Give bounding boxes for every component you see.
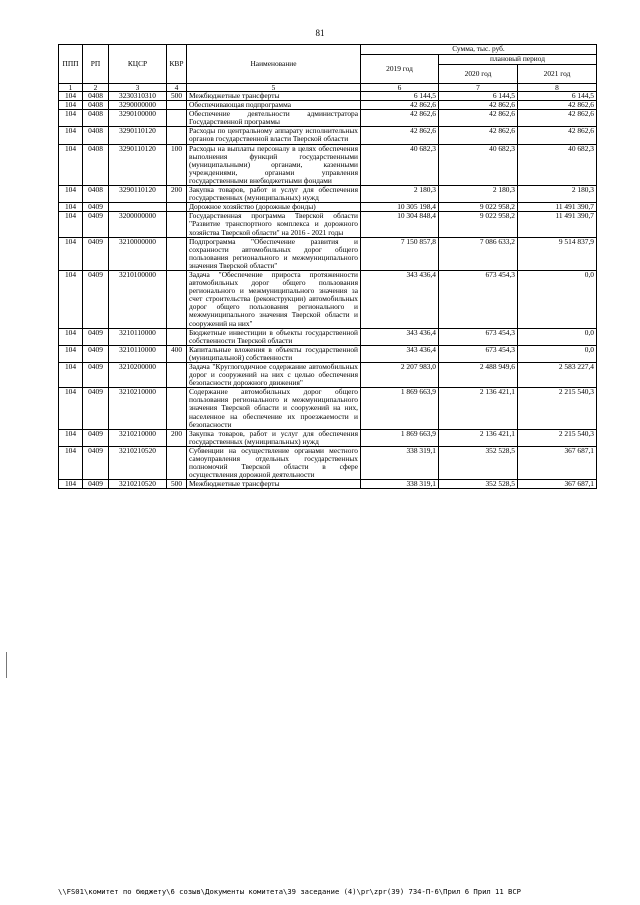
cell-rp: 0408 [83, 110, 109, 127]
cell-kcsr: 3290110120 [109, 144, 167, 185]
cell-2019: 7 150 857,8 [361, 237, 439, 270]
cell-rp: 0409 [83, 429, 109, 446]
cell-ppp: 104 [59, 127, 83, 144]
cell-2021: 367 687,1 [518, 480, 597, 489]
cell-2020: 9 022 958,2 [439, 203, 518, 212]
cell-kvr: 400 [167, 345, 187, 362]
cell-2020: 42 862,6 [439, 101, 518, 110]
cell-kvr [167, 212, 187, 237]
table-row [59, 212, 597, 237]
cell-2021: 2 215 540,3 [518, 388, 597, 429]
table-row [59, 270, 597, 328]
cell-kvr: 200 [167, 186, 187, 203]
cell-ppp: 104 [59, 480, 83, 489]
table-row [59, 144, 597, 185]
cell-name: Подпрограмма "Обеспечение развития и сохранности автомобильных дорог общего пользования регионального и межмуниципального значения Тверской области" [187, 237, 361, 270]
cell-kcsr: 3290100000 [109, 110, 167, 127]
cell-2019: 42 862,6 [361, 110, 439, 127]
cell-kcsr: 3230310310 [109, 92, 167, 101]
header-2021: 2021 год [518, 65, 597, 84]
header-sum-title: Сумма, тыс. руб. [361, 45, 597, 55]
cell-ppp: 104 [59, 144, 83, 185]
cell-ppp: 104 [59, 328, 83, 345]
col-num: 8 [518, 84, 597, 92]
header-2019: 2019 год [361, 55, 439, 84]
cell-name: Задача "Обеспечение прироста протяженности автомобильных дорог общего пользования регионального и межмуниципального значения за счет строительства (реконструкции) автомобильных дорог общего пользования регионального и межмуниципального значения Тверской области и сооружений на них" [187, 270, 361, 328]
cell-name: Расходы по центральному аппарату исполнительных органов государственной власти Тверской области [187, 127, 361, 144]
cell-ppp: 104 [59, 446, 83, 479]
cell-kvr [167, 328, 187, 345]
cell-kcsr: 3210210520 [109, 480, 167, 489]
cell-ppp: 104 [59, 345, 83, 362]
cell-2020: 673 454,3 [439, 328, 518, 345]
cell-2020: 2 180,3 [439, 186, 518, 203]
cell-rp: 0409 [83, 345, 109, 362]
cell-2020: 2 136 421,1 [439, 388, 518, 429]
table-row [59, 186, 597, 203]
cell-2019: 6 144,5 [361, 92, 439, 101]
cell-2021: 6 144,5 [518, 92, 597, 101]
cell-rp: 0409 [83, 328, 109, 345]
table-row [59, 429, 597, 446]
cell-2021: 0,0 [518, 345, 597, 362]
col-num: 4 [167, 84, 187, 92]
cell-name: Межбюджетные трансферты [187, 92, 361, 101]
cell-rp: 0408 [83, 92, 109, 101]
cell-rp: 0409 [83, 270, 109, 328]
margin-mark [6, 652, 7, 678]
header-kcsr: КЦСР [109, 45, 167, 84]
table-row [59, 328, 597, 345]
cell-rp: 0408 [83, 144, 109, 185]
cell-2021: 42 862,6 [518, 110, 597, 127]
cell-kcsr: 3210100000 [109, 270, 167, 328]
cell-2020: 40 682,3 [439, 144, 518, 185]
cell-2019: 42 862,6 [361, 127, 439, 144]
header-rp: РП [83, 45, 109, 84]
cell-name: Обеспечивающая подпрограмма [187, 101, 361, 110]
cell-2020: 42 862,6 [439, 127, 518, 144]
table-row [59, 110, 597, 127]
cell-2019: 338 319,1 [361, 446, 439, 479]
cell-rp: 0408 [83, 186, 109, 203]
cell-2020: 2 136 421,1 [439, 429, 518, 446]
cell-kvr [167, 388, 187, 429]
cell-rp: 0409 [83, 212, 109, 237]
cell-ppp: 104 [59, 186, 83, 203]
table-row [59, 237, 597, 270]
cell-2020: 352 528,5 [439, 446, 518, 479]
header-name: Наименование [187, 45, 361, 84]
cell-kcsr: 3290000000 [109, 101, 167, 110]
table-body [59, 92, 597, 489]
cell-kvr [167, 101, 187, 110]
cell-2019: 40 682,3 [361, 144, 439, 185]
cell-2019: 42 862,6 [361, 101, 439, 110]
cell-2019: 10 305 198,4 [361, 203, 439, 212]
cell-kvr [167, 110, 187, 127]
cell-name: Капитальные вложения в объекты государственной (муниципальной) собственности [187, 345, 361, 362]
cell-name: Обеспечение деятельности администратора Государственной программы [187, 110, 361, 127]
cell-name: Задача "Круглогодичное содержание автомобильных дорог и сооружений на них с целью обеспечения безопасности дорожного движения" [187, 363, 361, 388]
cell-ppp: 104 [59, 388, 83, 429]
cell-2019: 343 436,4 [361, 328, 439, 345]
table-row [59, 127, 597, 144]
cell-kvr [167, 446, 187, 479]
cell-kcsr: 3210210000 [109, 388, 167, 429]
cell-2019: 338 319,1 [361, 480, 439, 489]
cell-2021: 2 215 540,3 [518, 429, 597, 446]
cell-2021: 11 491 390,7 [518, 203, 597, 212]
cell-2019: 1 869 663,9 [361, 429, 439, 446]
header-kvr: КВР [167, 45, 187, 84]
cell-2020: 6 144,5 [439, 92, 518, 101]
cell-name: Межбюджетные трансферты [187, 480, 361, 489]
cell-2019: 343 436,4 [361, 270, 439, 328]
cell-rp: 0408 [83, 101, 109, 110]
cell-ppp: 104 [59, 270, 83, 328]
cell-2020: 2 488 949,6 [439, 363, 518, 388]
cell-name: Бюджетные инвестиции в объекты государственной собственности Тверской области [187, 328, 361, 345]
cell-rp: 0409 [83, 446, 109, 479]
table-row [59, 388, 597, 429]
cell-name: Закупка товаров, работ и услуг для обеспечения государственных (муниципальных) нужд [187, 186, 361, 203]
cell-kvr [167, 270, 187, 328]
cell-2019: 2 180,3 [361, 186, 439, 203]
cell-name: Государственная программа Тверской области "Развитие транспортного комплекса и дорожного хозяйства Тверской области" на 2016 - 2021 годы [187, 212, 361, 237]
cell-ppp: 104 [59, 363, 83, 388]
cell-2021: 42 862,6 [518, 101, 597, 110]
cell-2021: 11 491 390,7 [518, 212, 597, 237]
cell-rp: 0409 [83, 363, 109, 388]
cell-rp: 0409 [83, 203, 109, 212]
cell-kcsr: 3210210520 [109, 446, 167, 479]
col-num: 7 [439, 84, 518, 92]
cell-rp: 0409 [83, 480, 109, 489]
cell-kcsr: 3210110000 [109, 345, 167, 362]
cell-kcsr: 3210000000 [109, 237, 167, 270]
cell-kcsr: 3290110120 [109, 186, 167, 203]
cell-kcsr: 3290110120 [109, 127, 167, 144]
cell-rp: 0408 [83, 127, 109, 144]
cell-2019: 10 304 848,4 [361, 212, 439, 237]
cell-2021: 367 687,1 [518, 446, 597, 479]
cell-rp: 0409 [83, 237, 109, 270]
cell-2020: 673 454,3 [439, 345, 518, 362]
col-num: 2 [83, 84, 109, 92]
cell-2019: 1 869 663,9 [361, 388, 439, 429]
header-plan-period: плановый период [439, 55, 597, 65]
col-num: 6 [361, 84, 439, 92]
col-num: 3 [109, 84, 167, 92]
cell-2021: 2 583 227,4 [518, 363, 597, 388]
cell-ppp: 104 [59, 110, 83, 127]
cell-2020: 42 862,6 [439, 110, 518, 127]
cell-ppp: 104 [59, 237, 83, 270]
cell-2020: 352 528,5 [439, 480, 518, 489]
cell-ppp: 104 [59, 203, 83, 212]
cell-kvr [167, 203, 187, 212]
cell-rp: 0409 [83, 388, 109, 429]
table-row [59, 446, 597, 479]
cell-name: Дорожное хозяйство (дорожные фонды) [187, 203, 361, 212]
cell-kcsr: 3210210000 [109, 429, 167, 446]
cell-2020: 9 022 958,2 [439, 212, 518, 237]
cell-name: Расходы на выплаты персоналу в целях обеспечения выполнения функций государственными (муниципальными) органами, казенными учреждениями, органами управления государственными внебюджетными фондами [187, 144, 361, 185]
cell-2021: 40 682,3 [518, 144, 597, 185]
col-num: 1 [59, 84, 83, 92]
cell-name: Закупка товаров, работ и услуг для обеспечения государственных (муниципальных) нужд [187, 429, 361, 446]
table-row [59, 363, 597, 388]
header-ppp: ППП [59, 45, 83, 84]
cell-2020: 673 454,3 [439, 270, 518, 328]
cell-ppp: 104 [59, 101, 83, 110]
cell-kcsr: 3200000000 [109, 212, 167, 237]
cell-kcsr: 3210110000 [109, 328, 167, 345]
cell-2021: 0,0 [518, 270, 597, 328]
cell-kvr [167, 127, 187, 144]
cell-2020: 7 086 633,2 [439, 237, 518, 270]
footer-file-path: \\FS01\комитет по бюджету\6 созыв\Документы комитета\39 заседание (4)\pr\zpr(39) 734-П-6\Прил 6 Прил 11 ВСР [58, 887, 522, 896]
cell-ppp: 104 [59, 92, 83, 101]
table-row [59, 480, 597, 489]
cell-kvr: 100 [167, 144, 187, 185]
cell-2021: 9 514 837,9 [518, 237, 597, 270]
cell-ppp: 104 [59, 212, 83, 237]
cell-2019: 343 436,4 [361, 345, 439, 362]
cell-name: Субвенции на осуществление органами местного самоуправления отдельных государственных полномочий Тверской области в сфере осуществления дорожной деятельности [187, 446, 361, 479]
header-2020: 2020 год [439, 65, 518, 84]
budget-table [58, 44, 597, 489]
cell-kvr: 500 [167, 92, 187, 101]
cell-name: Содержание автомобильных дорог общего пользования регионального и межмуниципального значения Тверской области и сооружений на них, населенное на обеспечение их проезжаемости и безопасности [187, 388, 361, 429]
table-row [59, 345, 597, 362]
cell-kcsr: 3210200000 [109, 363, 167, 388]
cell-2021: 0,0 [518, 328, 597, 345]
cell-kvr: 200 [167, 429, 187, 446]
cell-kvr: 500 [167, 480, 187, 489]
col-num: 5 [187, 84, 361, 92]
cell-2021: 2 180,3 [518, 186, 597, 203]
cell-ppp: 104 [59, 429, 83, 446]
cell-2021: 42 862,6 [518, 127, 597, 144]
cell-kvr [167, 363, 187, 388]
cell-2019: 2 207 983,0 [361, 363, 439, 388]
cell-kvr [167, 237, 187, 270]
page-number: 81 [315, 28, 325, 38]
